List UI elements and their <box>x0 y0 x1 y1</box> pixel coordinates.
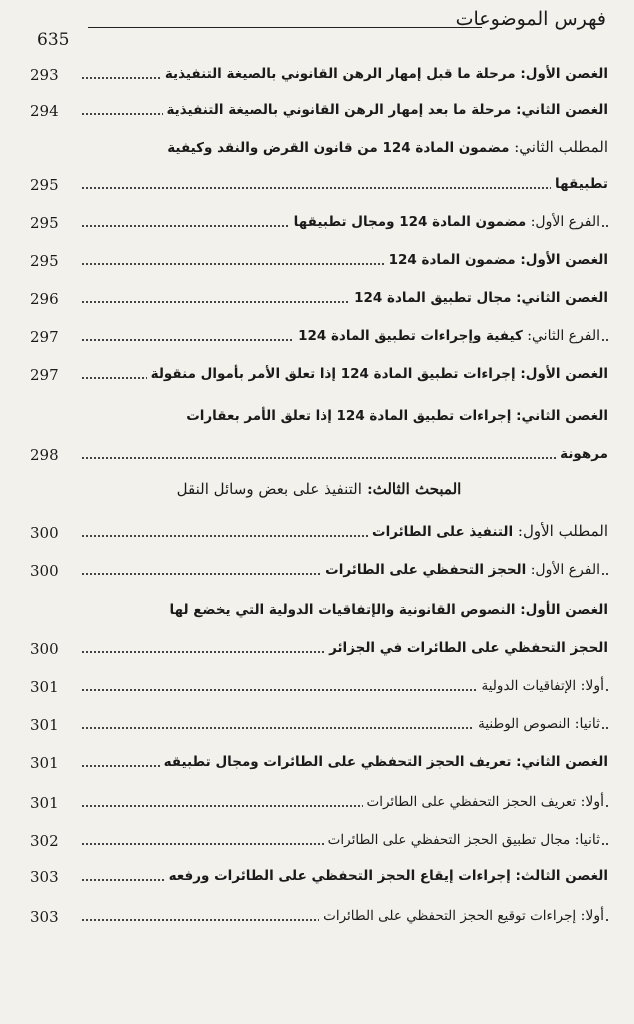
toc-entry <box>30 784 608 816</box>
entry-label: الفرع الأول: <box>526 214 600 230</box>
entry-text: مضمون المادة 124 <box>388 252 516 268</box>
toc-entry <box>30 130 608 162</box>
entry-label: أولا: <box>576 678 604 694</box>
entry-text: النصوص القانونية والإتفاقيات الدولية التي يخضع لها <box>169 602 516 618</box>
entry-text: مرحلة ما بعد إمهار الرهن القانوني بالصيغة التنفيذية <box>166 102 512 118</box>
toc-entry <box>30 552 608 584</box>
entry-label: الغصن الأول: <box>515 252 608 268</box>
page-header-title: فهرس الموضوعات <box>455 8 606 30</box>
entry-text: كيفية وإجراءات تطبيق المادة 124 <box>298 328 523 344</box>
toc-entry-continuation <box>30 166 608 198</box>
entry-text: إجراءات إيقاع الحجز التحفظي على الطائرات ورفعه <box>168 868 511 884</box>
entry-page: 293 <box>30 66 59 84</box>
entry-label: ثانيا: <box>570 716 600 732</box>
toc-entry <box>30 356 608 388</box>
toc-entry <box>30 514 608 546</box>
entry-text: مجال تطبيق الحجز التحفظي على الطائرات <box>327 832 571 848</box>
entry-label: الغصن الأول: <box>515 66 608 82</box>
entry-continuation: تطبيقها <box>551 176 608 192</box>
toc-entry <box>30 280 608 312</box>
toc-entry <box>30 242 608 274</box>
entry-label: الغصن الأول: <box>515 366 608 382</box>
entry-page: 301 <box>30 794 59 812</box>
page-number: 635 <box>37 30 70 50</box>
entry-continuation: الحجز التحفظي على الطائرات في الجزائر <box>325 640 608 656</box>
entry-label: الغصن الثاني: <box>511 102 608 118</box>
entry-text: التنفيذ على الطائرات <box>372 524 514 540</box>
entry-page: 295 <box>30 252 59 270</box>
toc-entry <box>30 668 608 700</box>
dot-leader <box>82 187 608 189</box>
entry-continuation: مرهونة <box>556 446 608 462</box>
entry-label: المطلب الأول: <box>513 522 608 540</box>
entry-page: 301 <box>30 716 59 734</box>
toc-entry <box>30 898 608 930</box>
toc-entry <box>30 744 608 776</box>
toc-entry <box>30 318 608 350</box>
entry-label: أولا: <box>576 908 604 924</box>
entry-page: 300 <box>30 640 59 658</box>
entry-page: 300 <box>30 524 59 542</box>
entry-text: إجراءات تطبيق المادة 124 إذا تعلق الأمر بأموال منقولة <box>150 366 516 382</box>
entry-page: 301 <box>30 754 59 772</box>
entry-text: مجال تطبيق المادة 124 <box>354 290 512 306</box>
toc-entry-continuation <box>30 630 608 662</box>
entry-page: 295 <box>30 176 59 194</box>
entry-label: الغصن الثاني: <box>511 754 608 770</box>
toc-entry <box>30 56 608 88</box>
entry-text: الحجز التحفظي على الطائرات <box>325 562 527 578</box>
entry-text: إجراءات تطبيق المادة 124 إذا تعلق الأمر بعقارات <box>186 408 512 424</box>
entry-page: 295 <box>30 214 59 232</box>
toc-entry <box>30 204 608 236</box>
entry-label: أولا: <box>576 794 604 810</box>
entry-page: 294 <box>30 102 59 120</box>
dot-leader <box>82 457 608 459</box>
entry-label: الغصن الثاني: <box>511 408 608 424</box>
entry-page: 297 <box>30 366 59 384</box>
toc-entry <box>30 592 608 624</box>
toc-entry-continuation <box>30 436 608 468</box>
toc-entry <box>30 398 608 430</box>
entry-label: الفرع الثاني: <box>522 328 600 344</box>
entry-page: 301 <box>30 678 59 696</box>
entry-text: مرحلة ما قبل إمهار الرهن القانوني بالصيغة التنفيذية <box>164 66 516 82</box>
entry-label: الغصن الثالث: <box>510 868 608 884</box>
entry-text: تعريف الحجز التحفظي على الطائرات ومجال تطبيقه <box>163 754 512 770</box>
toc-entry <box>30 822 608 854</box>
entry-page: 303 <box>30 868 59 886</box>
toc-entry <box>30 706 608 738</box>
toc-entry <box>30 92 608 124</box>
entry-page: 302 <box>30 832 59 850</box>
header-rule <box>88 27 482 28</box>
entry-text: النصوص الوطنية <box>478 716 571 732</box>
entry-label: ثانيا: <box>570 832 600 848</box>
entry-page: 298 <box>30 446 59 464</box>
entry-page: 300 <box>30 562 59 580</box>
entry-label: المطلب الثاني: <box>509 138 608 156</box>
entry-label: الفرع الأول: <box>526 562 600 578</box>
toc-entry <box>30 858 608 890</box>
entry-text: الإتفاقيات الدولية <box>481 678 577 694</box>
entry-page: 303 <box>30 908 59 926</box>
entry-text: مضمون المادة 124 ومجال تطبيقها <box>293 214 527 230</box>
entry-page: 297 <box>30 328 59 346</box>
entry-text: تعريف الحجز التحفظي على الطائرات <box>366 794 577 810</box>
entry-page: 296 <box>30 290 59 308</box>
entry-label: الغصن الأول: <box>515 602 608 618</box>
section-heading <box>30 472 608 504</box>
entry-text: مضمون المادة 124 من قانون القرض والنقد وكيفية <box>167 140 510 156</box>
entry-text: إجراءات توقيع الحجز التحفظي على الطائرات <box>323 908 577 924</box>
section-heading-text: التنفيذ على بعض وسائل النقل <box>176 480 362 498</box>
entry-label: الغصن الثاني: <box>511 290 608 306</box>
section-heading-label: المبحث الثالث: <box>361 480 462 498</box>
